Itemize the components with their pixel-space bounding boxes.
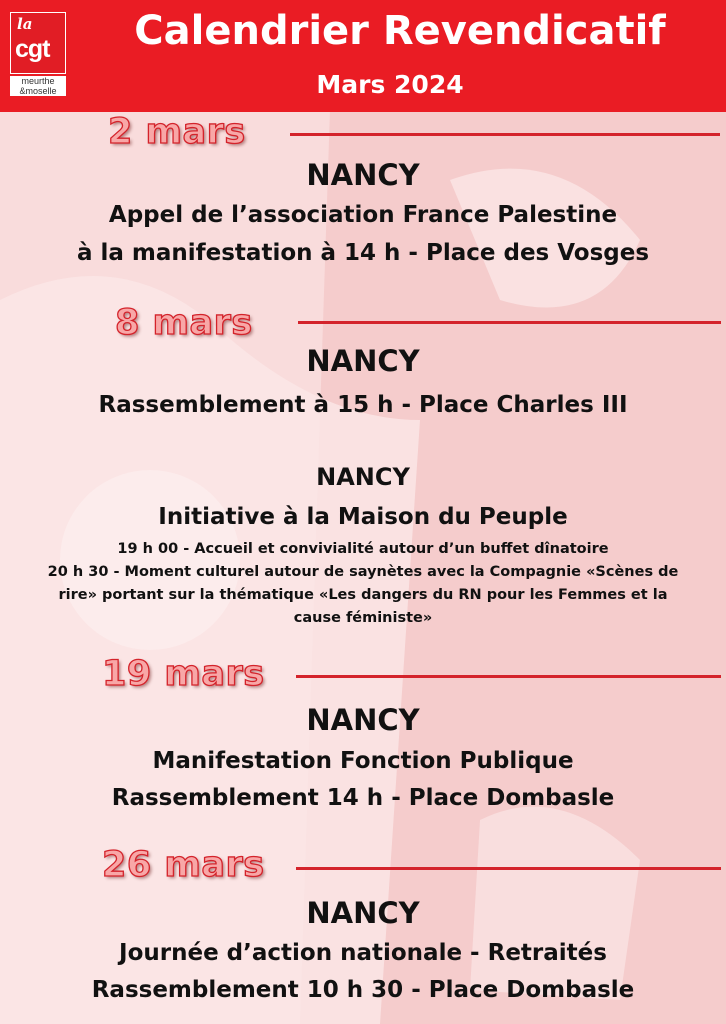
- event-date: 8 mars: [115, 303, 253, 343]
- event-city: NANCY: [306, 158, 420, 192]
- event-city: NANCY: [306, 703, 420, 737]
- date-divider: [296, 675, 721, 678]
- cgt-logo: [10, 12, 68, 104]
- event-date: 26 mars: [102, 845, 265, 885]
- event-city: NANCY: [306, 344, 420, 378]
- event-extra-detail: cause féministe»: [293, 610, 433, 626]
- event-extra-title: Initiative à la Maison du Peuple: [158, 504, 568, 530]
- date-divider: [298, 321, 721, 324]
- event-extra-detail: 20 h 30 - Moment culturel autour de saynètes avec la Compagnie «Scènes de: [47, 564, 679, 580]
- logo-cgt-text: cgt: [15, 35, 50, 63]
- event-line: Journée d’action nationale - Retraités: [119, 940, 607, 966]
- event-date: 19 mars: [102, 654, 265, 694]
- date-divider: [290, 133, 720, 136]
- event-line: à la manifestation à 14 h - Place des Vosges: [76, 240, 650, 266]
- event-extra-detail: 19 h 00 - Accueil et convivialité autour d’un buffet dînatoire: [117, 541, 609, 557]
- event-line: Rassemblement 14 h - Place Dombasle: [111, 785, 615, 811]
- event-line: Rassemblement 10 h 30 - Place Dombasle: [91, 977, 635, 1003]
- event-city: NANCY: [306, 896, 420, 930]
- page-title: Calendrier Revendicatif: [134, 8, 666, 54]
- event-extra-city: NANCY: [316, 463, 410, 491]
- event-line: Manifestation Fonction Publique: [152, 748, 574, 774]
- header-banner: [0, 0, 726, 112]
- event-date: 2 mars: [108, 112, 246, 152]
- page-subtitle: Mars 2024: [316, 70, 464, 99]
- event-line: Appel de l’association France Palestine: [108, 202, 618, 228]
- event-line: Rassemblement à 15 h - Place Charles III: [98, 392, 628, 418]
- date-divider: [296, 867, 721, 870]
- logo-la-text: la: [17, 15, 33, 33]
- logo-line1: meurthe: [21, 76, 55, 86]
- event-extra-detail: rire» portant sur la thématique «Les dangers du RN pour les Femmes et la: [58, 587, 668, 603]
- logo-line2: &moselle: [19, 86, 57, 96]
